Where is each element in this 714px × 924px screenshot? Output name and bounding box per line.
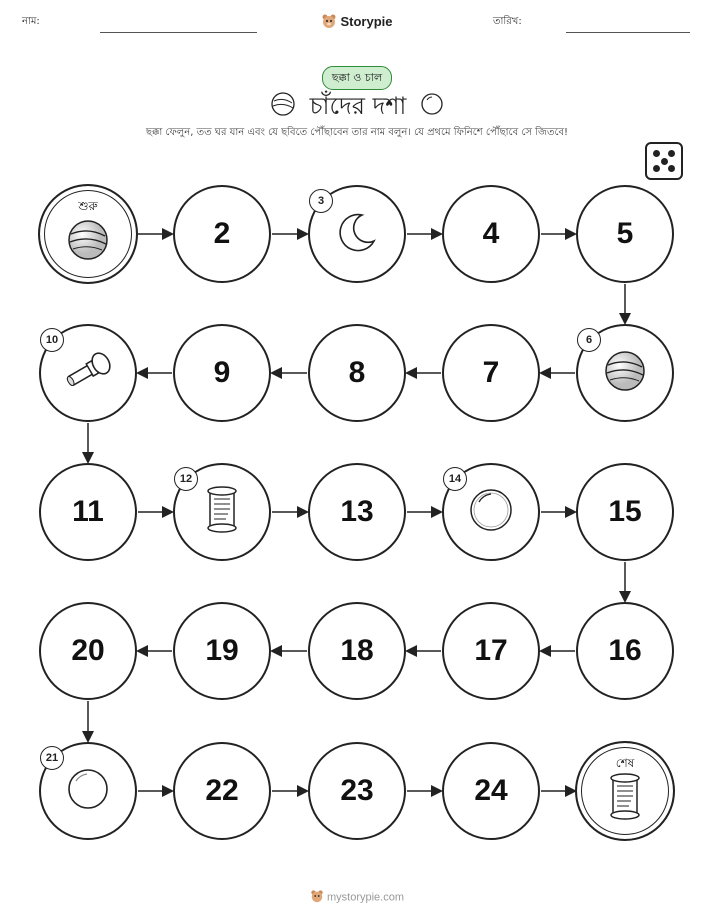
- board-cell-15[interactable]: [576, 463, 674, 561]
- board-cell-8[interactable]: [308, 324, 406, 422]
- cell-number: 16: [608, 634, 642, 667]
- cell-number: 19: [205, 634, 239, 667]
- board-cell-17[interactable]: [442, 602, 540, 700]
- cell-number-badge: 10: [40, 328, 64, 352]
- board-cell-13[interactable]: [308, 463, 406, 561]
- start-cell[interactable]: [38, 184, 138, 284]
- cell-number: 11: [72, 495, 104, 528]
- board-cell-11[interactable]: [39, 463, 137, 561]
- cell-number-badge: 3: [309, 189, 333, 213]
- crescent-moon-icon: [334, 209, 380, 259]
- cell-number: 22: [205, 774, 239, 807]
- flashlight-icon: [60, 348, 116, 398]
- start-label: শুরু: [78, 199, 98, 213]
- end-label: শেষ: [615, 756, 635, 770]
- board-cell-22[interactable]: [173, 742, 271, 840]
- title-text: চাঁদের দশা: [309, 92, 407, 120]
- board-cell-4[interactable]: [442, 185, 540, 283]
- cell-number: 4: [482, 217, 500, 250]
- name-label: নাম:: [22, 16, 40, 27]
- scroll-icon: [202, 485, 242, 539]
- bear-footer-icon: [310, 889, 324, 906]
- cell-number: 8: [348, 356, 366, 389]
- board-cell-16[interactable]: [576, 602, 674, 700]
- full-moon-icon: [65, 766, 111, 816]
- board-cell-19[interactable]: [173, 602, 271, 700]
- cell-number: 2: [213, 217, 231, 250]
- cell-number: 20: [71, 634, 105, 667]
- cell-number-badge: 21: [40, 746, 64, 770]
- scroll-icon: [605, 772, 645, 826]
- cell-number: 24: [474, 774, 508, 807]
- cell-number: 13: [340, 495, 374, 528]
- date-label: তারিখ:: [493, 16, 522, 27]
- board-cell-9[interactable]: [173, 324, 271, 422]
- board-cell-23[interactable]: [308, 742, 406, 840]
- cell-number: 23: [340, 774, 374, 807]
- board-cell-24[interactable]: [442, 742, 540, 840]
- cell-number: 5: [616, 217, 634, 250]
- bubble-icon: [467, 486, 515, 538]
- cell-number: 7: [482, 356, 500, 389]
- brand-name: Storypie: [340, 13, 393, 29]
- instructions: ছক্কা ফেলুন, তত ঘর যান এবং যে ছবিতে পৌঁছাবেন তার নাম বলুন। যে প্রথমে ফিনিশে পৌঁছাবে সে জিতবে!: [145, 127, 569, 138]
- board-cell-20[interactable]: [39, 602, 137, 700]
- board-cell-2[interactable]: [173, 185, 271, 283]
- planet-icon: [602, 348, 648, 398]
- cell-number-badge: 6: [577, 328, 601, 352]
- cell-number: 9: [213, 356, 231, 389]
- footer-url[interactable]: mystorypie.com: [326, 891, 405, 904]
- footer: [0, 889, 714, 906]
- cell-number-badge: 12: [174, 467, 198, 491]
- board-cell-7[interactable]: [442, 324, 540, 422]
- planet-icon: [65, 217, 111, 267]
- board-cell-5[interactable]: [576, 185, 674, 283]
- cell-number: 15: [608, 495, 642, 528]
- cell-number-badge: 14: [443, 467, 467, 491]
- cell-number: 17: [474, 634, 508, 667]
- cell-number: 18: [340, 634, 374, 667]
- board-cell-18[interactable]: [308, 602, 406, 700]
- end-cell[interactable]: [575, 741, 675, 841]
- game-type-tag: ছক্কা ও চাল: [322, 66, 392, 90]
